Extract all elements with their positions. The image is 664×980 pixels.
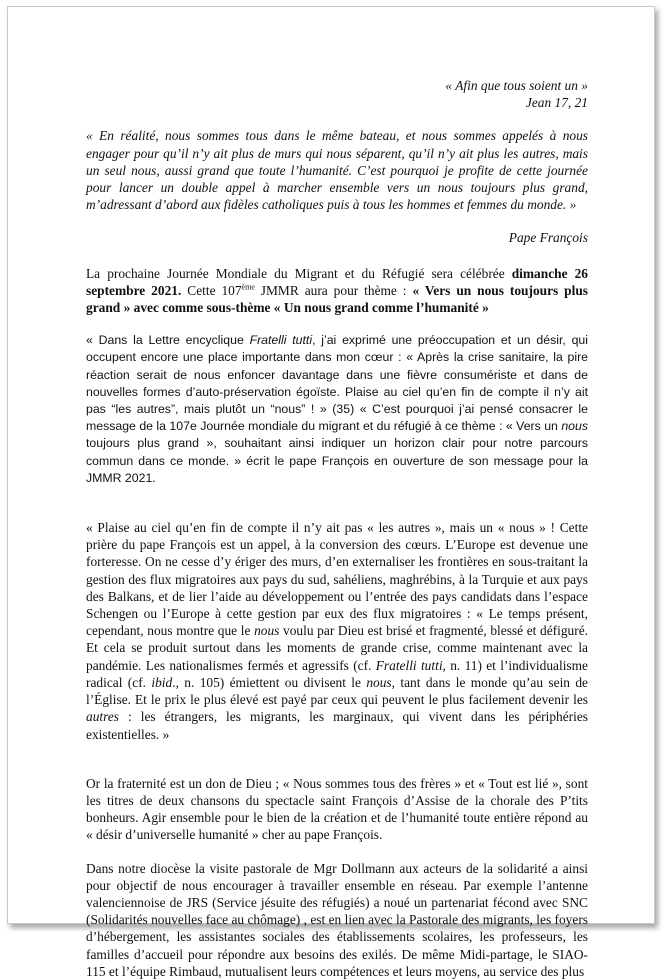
epigraph-reference: Jean 17, 21 xyxy=(525,95,588,111)
prayer-text-e: , tant dans le monde qu’au sein de l’Église. Et le prix le plus élevé est payé par ceux qui peuvent le plus facilement devenir les xyxy=(86,674,588,708)
page-content xyxy=(86,77,588,980)
prayer-text-a: « Plaise au ciel qu’en fin de compte il n’y ait pas « les autres », mais un « nous » ! Cette prière du pape François est un appel, à la conversion des cœurs. L’Europe est devenue une forteresse. On ne cesse d’y ériger des murs, d’en externaliser les frontières en sous-traitant la gestion des flux migratoires aux pays du sud, sahéliens, maghrébins, à la Turquie et aux pays des Balkans, et de lier l’aide au développement ou l’entrée des pays candidats dans l’espace Schengen ou l’Europe à cette gestion par eux des flux migratoires : « Le temps présent, cependant, nous montre que le xyxy=(86,520,588,639)
intro-theme: « Vers un nous toujours plus grand » avec comme sous-thème « Un nous grand comme l’humanité » xyxy=(86,282,589,316)
intro-superscript: ème xyxy=(241,282,255,292)
prayer-autres: autres xyxy=(86,709,119,725)
prayer-text-f: : les étrangers, les migrants, les marginaux, qui vivent dans les périphéries existentielles. » xyxy=(86,709,588,742)
message-paragraph xyxy=(86,332,588,487)
message-text-a: « Dans la Lettre encyclique xyxy=(86,333,250,348)
fraternity-paragraph: Or la fraternité est un don de Dieu ; « Nous sommes tous des frères » et « Tout est lié », sont les titres de deux chansons du spectacle saint François d’Assise de la chorale des P’tits bonheurs. Agir ensemble pour le bien de la création et de l’humanité toute entière répond au « désir d’universelle humanité » cher au pape François. xyxy=(86,775,588,843)
intro-text-3: JMMR aura pour thème : xyxy=(254,282,413,298)
message-fratelli: Fratelli tutti xyxy=(249,333,313,348)
message-text-b: , j’ai exprimé une préoccupation et un désir, qui occupent encore une place importante dans mon cœur : « Après la crise sanitaire, la pire réaction serait de nous enfoncer davantage dans une fièvre consumériste et dans de nouvelles formes d’auto-préservation égoïste. Plaise au ciel qu’en fin de compte il n’y ait pas “les autres”, mais plutôt un “nous” ! » (35) « C’est pourquoi j’ai pensé consacrer le message de la 107e Journée mondiale du migrant et du réfugié à ce thème : « Vers un xyxy=(86,333,588,434)
intro-paragraph xyxy=(86,265,588,317)
intro-date: dimanche 26 septembre 2021. xyxy=(86,265,588,298)
prayer-text-d: ., n. 105) émiettent ou divisent le xyxy=(172,674,367,690)
document-page xyxy=(7,6,655,979)
prayer-fratelli: Fratelli tutti xyxy=(375,657,443,673)
pope-quote: « En réalité, nous sommes tous dans le même bateau, et nous sommes appelés à nous engager pour qu’il n’y ait plus de murs qui nous séparent, qu’il n’y ait plus les autres, mais un seul nous, aussi grand que toute l’humanité. C’est pourquoi je profite de cette journée pour lancer un double appel à marcher ensemble vers un nous toujours plus grand, m’adressant d’abord aux fidèles catholiques puis à tous les hommes et femmes du monde. » xyxy=(86,128,588,213)
diocese-paragraph: Dans notre diocèse la visite pastorale de Mgr Dollmann aux acteurs de la solidarité a ainsi pour objectif de nous encourager à travailler ensemble en réseau. Par exemple l’antenne valenciennoise de JRS (Service jésuite des réfugiés) a noué un partenariat fécond avec SNC (Solidarités nouvelles face au chômage) , est en lien avec la Pastorale des migrants, les foyers d’hébergement, les assistantes sociales des établissements scolaires, les professeurs, les familles d’accueil pour répondre aux besoins des exilés. De même Midi-partage, le SIAO-115 et l’équipe Rimbaud, mutualisent leurs compétences et leurs moyens, au service des plus xyxy=(86,860,588,979)
prayer-paragraph xyxy=(86,519,588,743)
prayer-nous-1: nous xyxy=(254,623,280,639)
message-text-c: toujours plus grand », souhaitant ainsi indiquer un horizon clair pour notre parcours commun dans ce monde. » écrit le pape François en ouverture de son message pour la JMMR 2021. xyxy=(86,436,588,485)
prayer-text-b: voulu par Dieu est brisé et fragmenté, blessé et défiguré. Et cela se produit surtout dans les moments de grande crise, comme maintenant avec la pandémie. Les nationalismes fermés et agressifs (cf. xyxy=(86,623,588,673)
message-nous: nous xyxy=(561,419,588,434)
pope-signature: Pape François xyxy=(508,230,588,246)
intro-text-2: Cette 107 xyxy=(181,282,242,298)
prayer-nous-2: nous xyxy=(366,674,392,690)
prayer-ibid: ibid xyxy=(151,674,173,690)
intro-text-1: La prochaine Journée Mondiale du Migrant et du Réfugié sera célébrée xyxy=(86,265,512,281)
epigraph-quote: « Afin que tous soient un » xyxy=(445,78,588,93)
prayer-text-c: , n. 11) et l’individualisme radical (cf. xyxy=(86,657,588,690)
